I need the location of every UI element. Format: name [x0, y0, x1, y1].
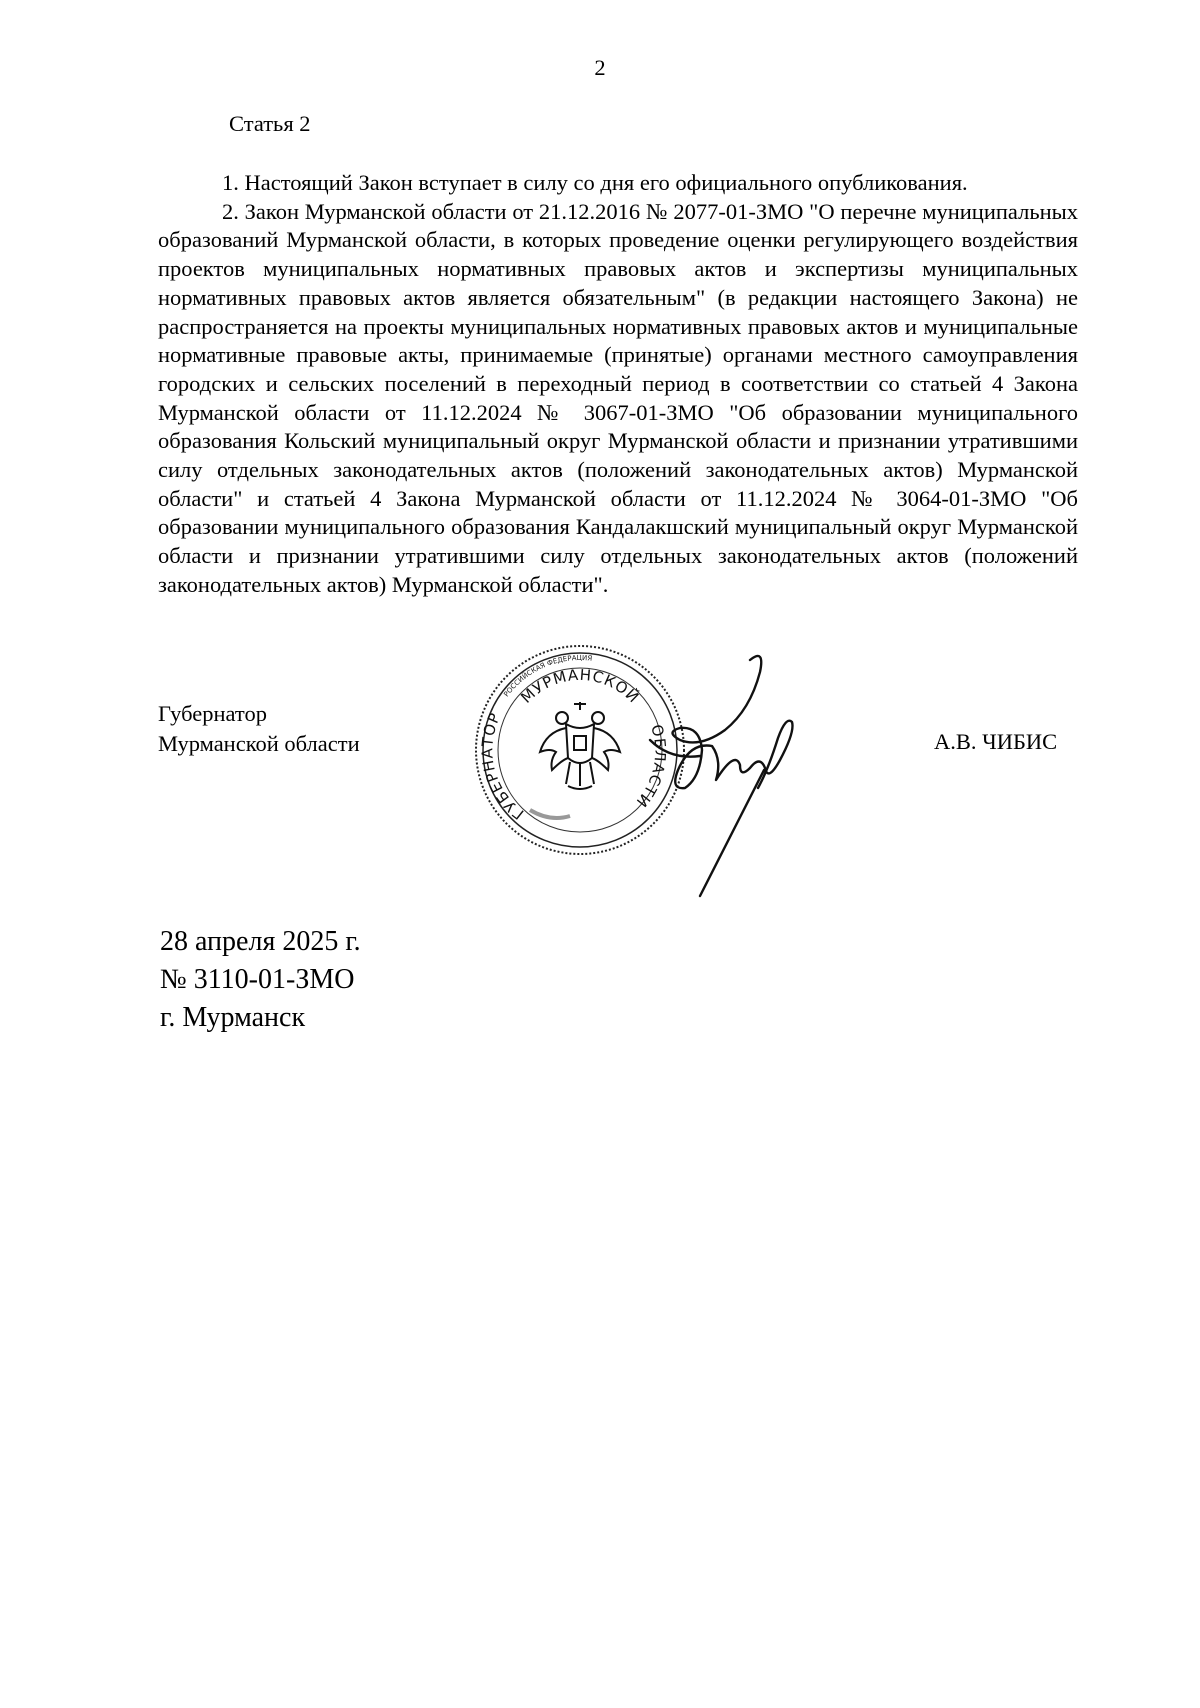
- page-number: 2: [594, 55, 606, 80]
- paragraph-1: 1. Настоящий Закон вступает в силу со дня его официального опубликования.: [222, 170, 968, 195]
- svg-text:ГУБЕРНАТОР: [478, 710, 527, 823]
- signatory-title-line-2: Мурманской области: [158, 731, 360, 756]
- handwritten-signature: [640, 650, 850, 900]
- registration-stamp: [160, 923, 361, 1037]
- signatory-title: [158, 699, 360, 759]
- seal-right-text: ОБЛАСТИ: [632, 722, 670, 812]
- seal-left-text: ГУБЕРНАТОР: [478, 709, 528, 824]
- paragraph-2: 2. Закон Мурманской области от 21.12.2016 № 2077-01-ЗМО "О перечне муниципальных образований Мурманской области, в которых проведение оценки регулирующего воздействия проектов муниципальных нормативных правовых актов и экспертизы муниципальных нормативных правовых актов является обязательным" (в редакции настоящего Закона) не распространяется на проекты муниципальных нормативных правовых актов и муниципальные нормативные правовые акты, принимаемые (принятые) органами местного самоуправления городских и сельских поселений в переходный период в соответствии со статьей 4 Закона Мурманской области от 11.12.2024 № 3067-01-ЗМО "Об образовании муниципального образования Кольский муниципальный округ Мурманской области и признании утратившими силу отдельных законодательных актов (положений законодательных актов) Мурманской области" и статьей 4 Закона Мурманской области от 11.12.2024 № 3064-01-ЗМО "Об образовании муниципального образования Кандалакшский муниципальный округ Мурманской области и признании утратившими силу отдельных законодательных актов (положений законодательных актов) Мурманской области".: [158, 198, 1078, 597]
- seal-top-text: МУРМАНСКОЙ: [517, 665, 643, 707]
- law-date: 28 апреля 2025 г.: [160, 926, 361, 957]
- law-number: № 3110-01-ЗМО: [160, 964, 355, 995]
- seal-outer-ring-text: РОССИЙСКАЯ ФЕДЕРАЦИЯ: [502, 653, 593, 699]
- article-body: [158, 169, 1078, 600]
- article-heading: Статья 2: [229, 111, 311, 136]
- signatory-title-line-1: Губернатор: [158, 701, 267, 726]
- coat-of-arms-icon: [540, 702, 620, 789]
- signatory-name: А.В. ЧИБИС: [934, 729, 1058, 754]
- law-city: г. Мурманск: [160, 1002, 306, 1033]
